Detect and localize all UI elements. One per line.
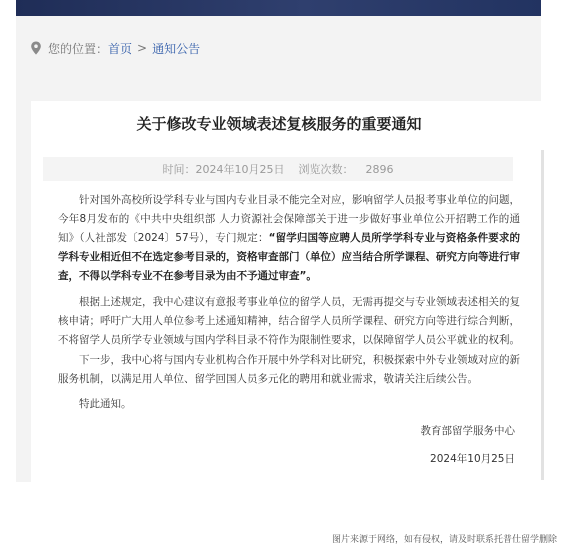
article-signature: 教育部留学服务中心 [420,425,515,437]
article-paragraph-2: 根据上述规定，我中心建议有意报考事业单位的留学人员，无需再提交与专业领域表述相关的复核申请；呼吁广大用人单位参考上述通知精神，结合留学人员所学课程、研究方向等进行综合判断，不将留学人员所学专业领域与国内学科目录不符作为限制性要求，以保障留学人员公平就业的权利。 [58,296,520,346]
header-banner [16,0,541,16]
paragraph-1-end: 。 [306,270,317,282]
breadcrumb-separator: > [137,41,148,55]
meta-time-label: 时间： [162,163,196,176]
meta-views-value: 2896 [365,162,394,176]
breadcrumb-prefix: 您的位置： [48,41,109,56]
breadcrumb [30,38,200,58]
image-source-note: 图片来源于网络，如有侵权，请及时联系托普仕留学删除 [331,535,557,545]
article-date: 2024年10月25日 [430,453,515,465]
article-panel [31,101,541,482]
article-title: 关于修改专业领域表述复核服务的重要通知 [136,115,422,133]
meta-views-label: 浏览次数： [298,163,354,176]
breadcrumb-home-link[interactable]: 首页 [108,41,133,56]
location-pin-icon [30,41,42,55]
breadcrumb-current-link[interactable]: 通知公告 [152,41,201,56]
article-paragraph-3: 下一步，我中心将与国内专业机构合作开展中外学科对比研究，积极探索中外专业领域对应的新服务机制，以满足用人单位、留学回国人员多元化的聘用和就业需求，敬请关注后续公告。 [58,354,520,385]
paragraph-1-text: 针对国外高校所设学科专业与国内专业目录不能完全对应，影响留学人员报考事业单位的问题，今年8月发布的《中共中央组织部 人力资源社会保障部关于进一步做好事业单位公开招聘工作的通知》（人社部发〔2024〕57号），专门规定： [58,194,520,244]
paragraph-1-quote: “留学归国等应聘人员所学学科专业与资格条件要求的学科专业相近但不在选定参考目录的，资格审查部门（单位）应当结合所学课程、研究方向等进行审查，不得以学科专业不在参考目录为由不予通过审查” [58,232,520,282]
article-paragraph-4: 特此通知。 [79,398,132,410]
meta-time-value: 2024年10月25日 [195,163,285,176]
article-paragraph-1 [58,191,520,286]
scrollbar[interactable] [541,150,544,480]
article-meta [43,157,513,181]
